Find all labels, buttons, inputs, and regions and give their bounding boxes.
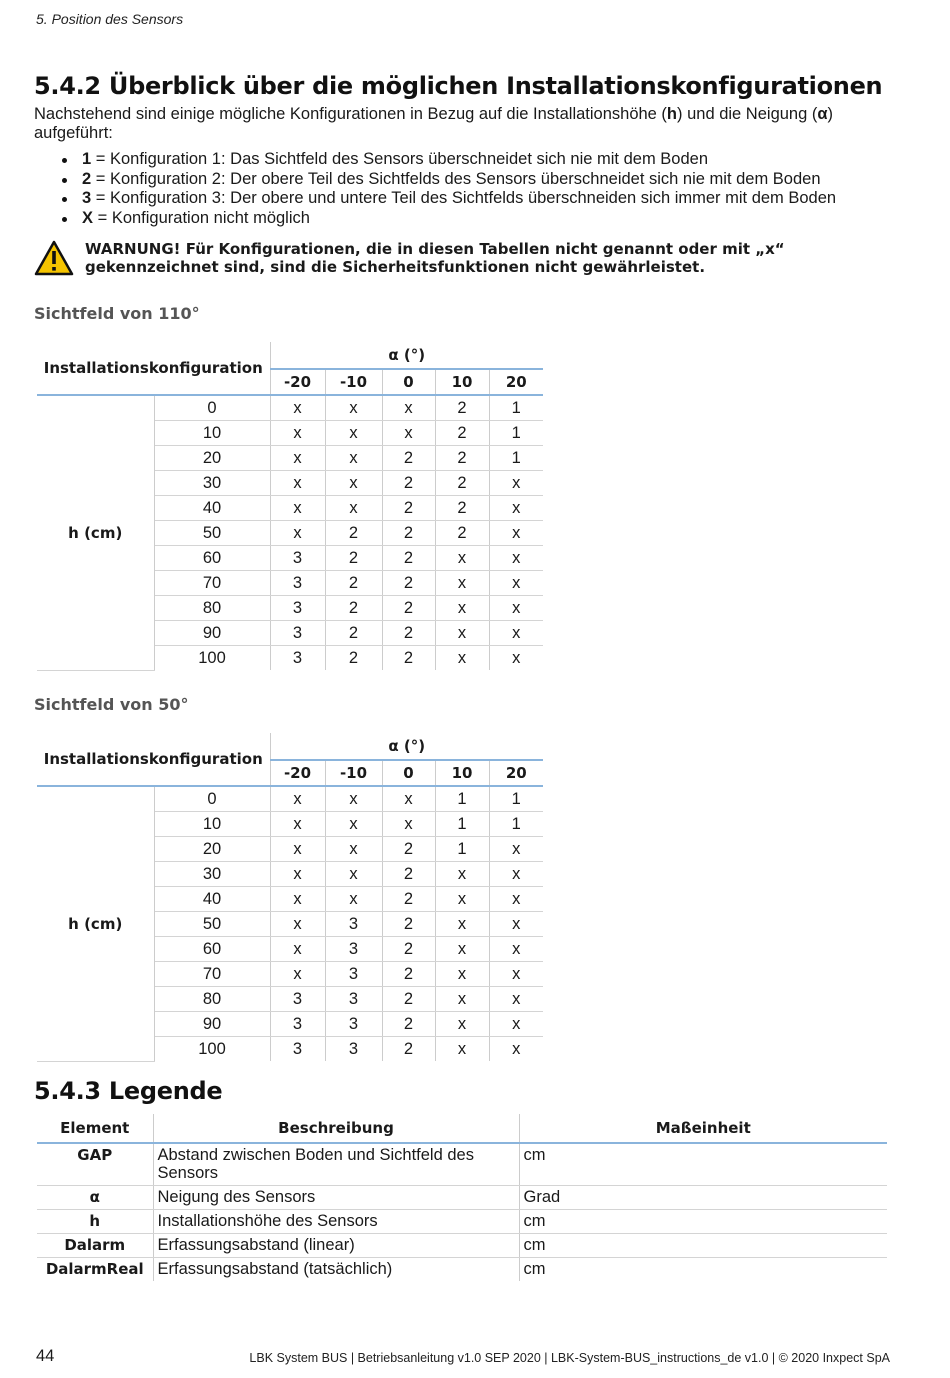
- intro-post: ) aufgeführt:: [34, 105, 834, 142]
- config-cell: 3: [325, 987, 382, 1012]
- config-cell: x: [382, 421, 435, 446]
- height-value: 100: [154, 1037, 270, 1062]
- config-cell: 2: [435, 496, 489, 521]
- config-cell: 2: [325, 571, 382, 596]
- height-value: 10: [154, 812, 270, 837]
- config-cell: 1: [489, 395, 543, 421]
- height-value: 90: [154, 1012, 270, 1037]
- config-cell: x: [489, 521, 543, 546]
- running-head: 5. Position des Sensors: [36, 11, 184, 27]
- config-cell: 1: [489, 786, 543, 812]
- legend-row: [37, 1143, 887, 1186]
- height-value: 0: [154, 786, 270, 812]
- config-cell: 2: [382, 1012, 435, 1037]
- config-cell: 1: [435, 837, 489, 862]
- height-value: 30: [154, 471, 270, 496]
- config-cell: 1: [489, 812, 543, 837]
- config-cell: x: [325, 786, 382, 812]
- legend-row: [37, 1234, 887, 1258]
- height-value: 40: [154, 496, 270, 521]
- config-cell: 1: [435, 812, 489, 837]
- height-value: 30: [154, 862, 270, 887]
- config-cell: x: [325, 862, 382, 887]
- height-value: 0: [154, 395, 270, 421]
- page-number: 44: [36, 1347, 55, 1365]
- list-item-key: 3: [82, 189, 92, 207]
- intro-pre: Nachstehend sind einige mögliche Konfigurationen in Bezug auf die Installationshöhe (: [34, 105, 667, 123]
- config-cell: x: [489, 1012, 543, 1037]
- list-item-key: 2: [82, 169, 92, 188]
- config-cell: x: [489, 546, 543, 571]
- height-value: 100: [154, 646, 270, 671]
- angle-header: 20: [489, 369, 543, 395]
- config-cell: x: [489, 1037, 543, 1062]
- config-cell: x: [270, 887, 325, 912]
- config-cell: x: [382, 786, 435, 812]
- config-cell: x: [435, 646, 489, 671]
- config-cell: x: [325, 837, 382, 862]
- row-label: h (cm): [37, 395, 154, 670]
- legend-description: Installationshöhe des Sensors: [153, 1210, 519, 1234]
- config-cell: 2: [382, 962, 435, 987]
- config-cell: 2: [435, 395, 489, 421]
- config-cell: 2: [382, 646, 435, 671]
- config-cell: 2: [382, 571, 435, 596]
- legend-unit: cm: [519, 1210, 887, 1234]
- config-cell: x: [325, 395, 382, 421]
- table-title-50: Sichtfeld von 50°: [34, 695, 189, 714]
- config-cell: x: [435, 546, 489, 571]
- config-cell: x: [489, 887, 543, 912]
- angle-header: -10: [325, 760, 382, 786]
- config-cell: x: [435, 987, 489, 1012]
- config-cell: x: [270, 521, 325, 546]
- config-cell: x: [435, 912, 489, 937]
- config-cell: 3: [325, 962, 382, 987]
- config-cell: 2: [382, 937, 435, 962]
- config-cell: x: [435, 862, 489, 887]
- section-heading-5-4-2: 5.4.2 Überblick über die möglichen Installationskonfigurationen: [34, 72, 883, 100]
- height-value: 70: [154, 571, 270, 596]
- intro-alpha: α: [817, 105, 828, 123]
- config-cell: x: [270, 937, 325, 962]
- config-cell: x: [489, 621, 543, 646]
- warning-box: [34, 240, 894, 280]
- config-cell: x: [270, 862, 325, 887]
- list-item: [34, 209, 836, 229]
- config-header: Installationskonfiguration: [37, 342, 270, 395]
- height-value: 90: [154, 621, 270, 646]
- config-cell: 2: [435, 421, 489, 446]
- legend-element: α: [37, 1186, 153, 1210]
- config-cell: 3: [270, 596, 325, 621]
- intro-mid: ) und die Neigung (: [677, 105, 818, 123]
- config-cell: x: [270, 912, 325, 937]
- intro-paragraph: [34, 105, 894, 143]
- config-cell: x: [435, 621, 489, 646]
- config-cell: x: [270, 812, 325, 837]
- config-cell: 2: [382, 521, 435, 546]
- config-cell: x: [270, 786, 325, 812]
- config-cell: 1: [489, 446, 543, 471]
- config-header: Installationskonfiguration: [37, 733, 270, 786]
- config-cell: x: [435, 887, 489, 912]
- config-cell: x: [270, 395, 325, 421]
- config-table-50: [37, 733, 543, 1062]
- config-cell: x: [435, 962, 489, 987]
- legend-description: Abstand zwischen Boden und Sichtfeld des Sensors: [153, 1143, 519, 1186]
- config-cell: 2: [382, 596, 435, 621]
- row-label: h (cm): [37, 786, 154, 1061]
- legend-unit: Grad: [519, 1186, 887, 1210]
- list-item-text: = Konfiguration 3: Der obere und untere Teil des Sichtfelds überschneiden sich immer mit dem Boden: [91, 189, 837, 207]
- config-cell: x: [489, 496, 543, 521]
- config-cell: 3: [270, 1037, 325, 1062]
- warning-triangle-icon: [34, 240, 74, 276]
- config-cell: x: [382, 395, 435, 421]
- config-cell: 2: [435, 471, 489, 496]
- config-cell: x: [489, 837, 543, 862]
- config-cell: x: [270, 446, 325, 471]
- angle-header: -10: [325, 369, 382, 395]
- config-cell: x: [325, 421, 382, 446]
- height-value: 20: [154, 837, 270, 862]
- alpha-header: α (°): [270, 733, 543, 760]
- config-cell: 2: [325, 521, 382, 546]
- config-cell: x: [325, 496, 382, 521]
- config-cell: x: [270, 421, 325, 446]
- config-cell: 1: [435, 786, 489, 812]
- config-cell: 2: [382, 1037, 435, 1062]
- config-cell: 3: [270, 621, 325, 646]
- footer-text: LBK System BUS | Betriebsanleitung v1.0 SEP 2020 | LBK-System-BUS_instructions_de v1.0 | © 2020 Inxpect SpA: [249, 1351, 890, 1365]
- legend-row: [37, 1258, 887, 1282]
- intro-h: h: [666, 105, 678, 123]
- config-cell: 2: [382, 496, 435, 521]
- legend-element: GAP: [37, 1143, 153, 1186]
- legend-element: DalarmReal: [45, 1260, 144, 1278]
- config-cell: x: [489, 471, 543, 496]
- config-cell: x: [325, 471, 382, 496]
- legend-description: Neigung des Sensors: [153, 1186, 519, 1210]
- angle-header: 10: [435, 760, 489, 786]
- list-item-text: = Konfiguration 2: Der obere Teil des Sichtfelds des Sensors überschneidet sich nie mit dem Boden: [91, 169, 821, 188]
- config-cell: 2: [382, 912, 435, 937]
- config-cell: x: [270, 962, 325, 987]
- legend-unit: cm: [519, 1258, 887, 1282]
- section-heading-5-4-3: 5.4.3 Legende: [34, 1077, 223, 1105]
- config-cell: 2: [435, 446, 489, 471]
- config-cell: x: [382, 812, 435, 837]
- legend-description: Erfassungsabstand (tatsächlich): [153, 1258, 519, 1282]
- angle-header: 0: [382, 369, 435, 395]
- list-item-key: X: [82, 208, 94, 227]
- table-row: [37, 786, 543, 812]
- config-cell: x: [270, 471, 325, 496]
- height-value: 10: [154, 421, 270, 446]
- config-cell: 2: [435, 521, 489, 546]
- config-cell: 2: [382, 887, 435, 912]
- config-cell: x: [489, 571, 543, 596]
- config-cell: 3: [270, 571, 325, 596]
- config-cell: 1: [489, 421, 543, 446]
- list-item-text: = Konfiguration nicht möglich: [93, 208, 310, 227]
- height-value: 20: [154, 446, 270, 471]
- config-cell: x: [325, 446, 382, 471]
- config-cell: 2: [382, 621, 435, 646]
- config-cell: x: [489, 912, 543, 937]
- legend-unit: cm: [519, 1143, 887, 1186]
- config-cell: x: [489, 987, 543, 1012]
- legend-header-element: Element: [37, 1114, 153, 1143]
- config-cell: 2: [382, 446, 435, 471]
- table-row: [37, 395, 543, 421]
- list-item: [34, 189, 836, 209]
- config-cell: x: [435, 1037, 489, 1062]
- height-value: 80: [154, 987, 270, 1012]
- list-item: [34, 150, 836, 170]
- legend-description: Erfassungsabstand (linear): [153, 1234, 519, 1258]
- config-cell: 2: [325, 546, 382, 571]
- config-cell: x: [435, 596, 489, 621]
- height-value: 60: [154, 937, 270, 962]
- legend-header-unit: Maßeinheit: [519, 1114, 887, 1143]
- warning-text: WARNUNG! Für Konfigurationen, die in diesen Tabellen nicht genannt oder mit „x“ gekennzeichnet sind, sind die Sicherheitsfunktionen nicht gewährleistet.: [85, 240, 785, 276]
- legend-element: h: [37, 1210, 153, 1234]
- angle-header: 0: [382, 760, 435, 786]
- angle-header: 20: [489, 760, 543, 786]
- config-cell: 2: [382, 862, 435, 887]
- height-value: 80: [154, 596, 270, 621]
- angle-header: -20: [270, 760, 325, 786]
- config-cell: x: [435, 1012, 489, 1037]
- height-value: 40: [154, 887, 270, 912]
- config-cell: 2: [382, 987, 435, 1012]
- legend-table: [37, 1114, 887, 1281]
- config-cell: 3: [325, 937, 382, 962]
- config-cell: 2: [325, 646, 382, 671]
- config-cell: x: [270, 496, 325, 521]
- height-value: 50: [154, 912, 270, 937]
- height-value: 50: [154, 521, 270, 546]
- table-title-110: Sichtfeld von 110°: [34, 304, 200, 323]
- list-item-key: 1: [82, 150, 92, 168]
- config-cell: x: [270, 837, 325, 862]
- config-cell: x: [489, 862, 543, 887]
- legend-row: [37, 1210, 887, 1234]
- config-cell: 2: [382, 546, 435, 571]
- config-cell: 2: [325, 621, 382, 646]
- height-value: 70: [154, 962, 270, 987]
- config-cell: x: [489, 596, 543, 621]
- legend-unit: cm: [519, 1234, 887, 1258]
- config-cell: 2: [382, 837, 435, 862]
- list-item: [34, 170, 836, 190]
- config-cell: x: [325, 887, 382, 912]
- config-cell: 3: [325, 912, 382, 937]
- config-cell: x: [435, 937, 489, 962]
- config-cell: 2: [382, 471, 435, 496]
- height-value: 60: [154, 546, 270, 571]
- config-cell: x: [489, 646, 543, 671]
- legend-row: [37, 1186, 887, 1210]
- config-cell: 3: [270, 1012, 325, 1037]
- config-table-110: [37, 342, 543, 671]
- config-cell: 3: [270, 987, 325, 1012]
- angle-header: -20: [270, 369, 325, 395]
- legend-element: Dalarm: [37, 1234, 153, 1258]
- config-cell: 3: [325, 1037, 382, 1062]
- configuration-list: [34, 150, 836, 228]
- config-cell: 3: [325, 1012, 382, 1037]
- config-cell: x: [489, 937, 543, 962]
- config-cell: 3: [270, 546, 325, 571]
- config-cell: x: [435, 571, 489, 596]
- list-item-text: = Konfiguration 1: Das Sichtfeld des Sensors überschneidet sich nie mit dem Boden: [91, 150, 708, 168]
- legend-header-description: Beschreibung: [153, 1114, 519, 1143]
- angle-header: 10: [435, 369, 489, 395]
- config-cell: 2: [325, 596, 382, 621]
- config-cell: x: [325, 812, 382, 837]
- alpha-header: α (°): [270, 342, 543, 369]
- config-cell: x: [489, 962, 543, 987]
- config-cell: 3: [270, 646, 325, 671]
